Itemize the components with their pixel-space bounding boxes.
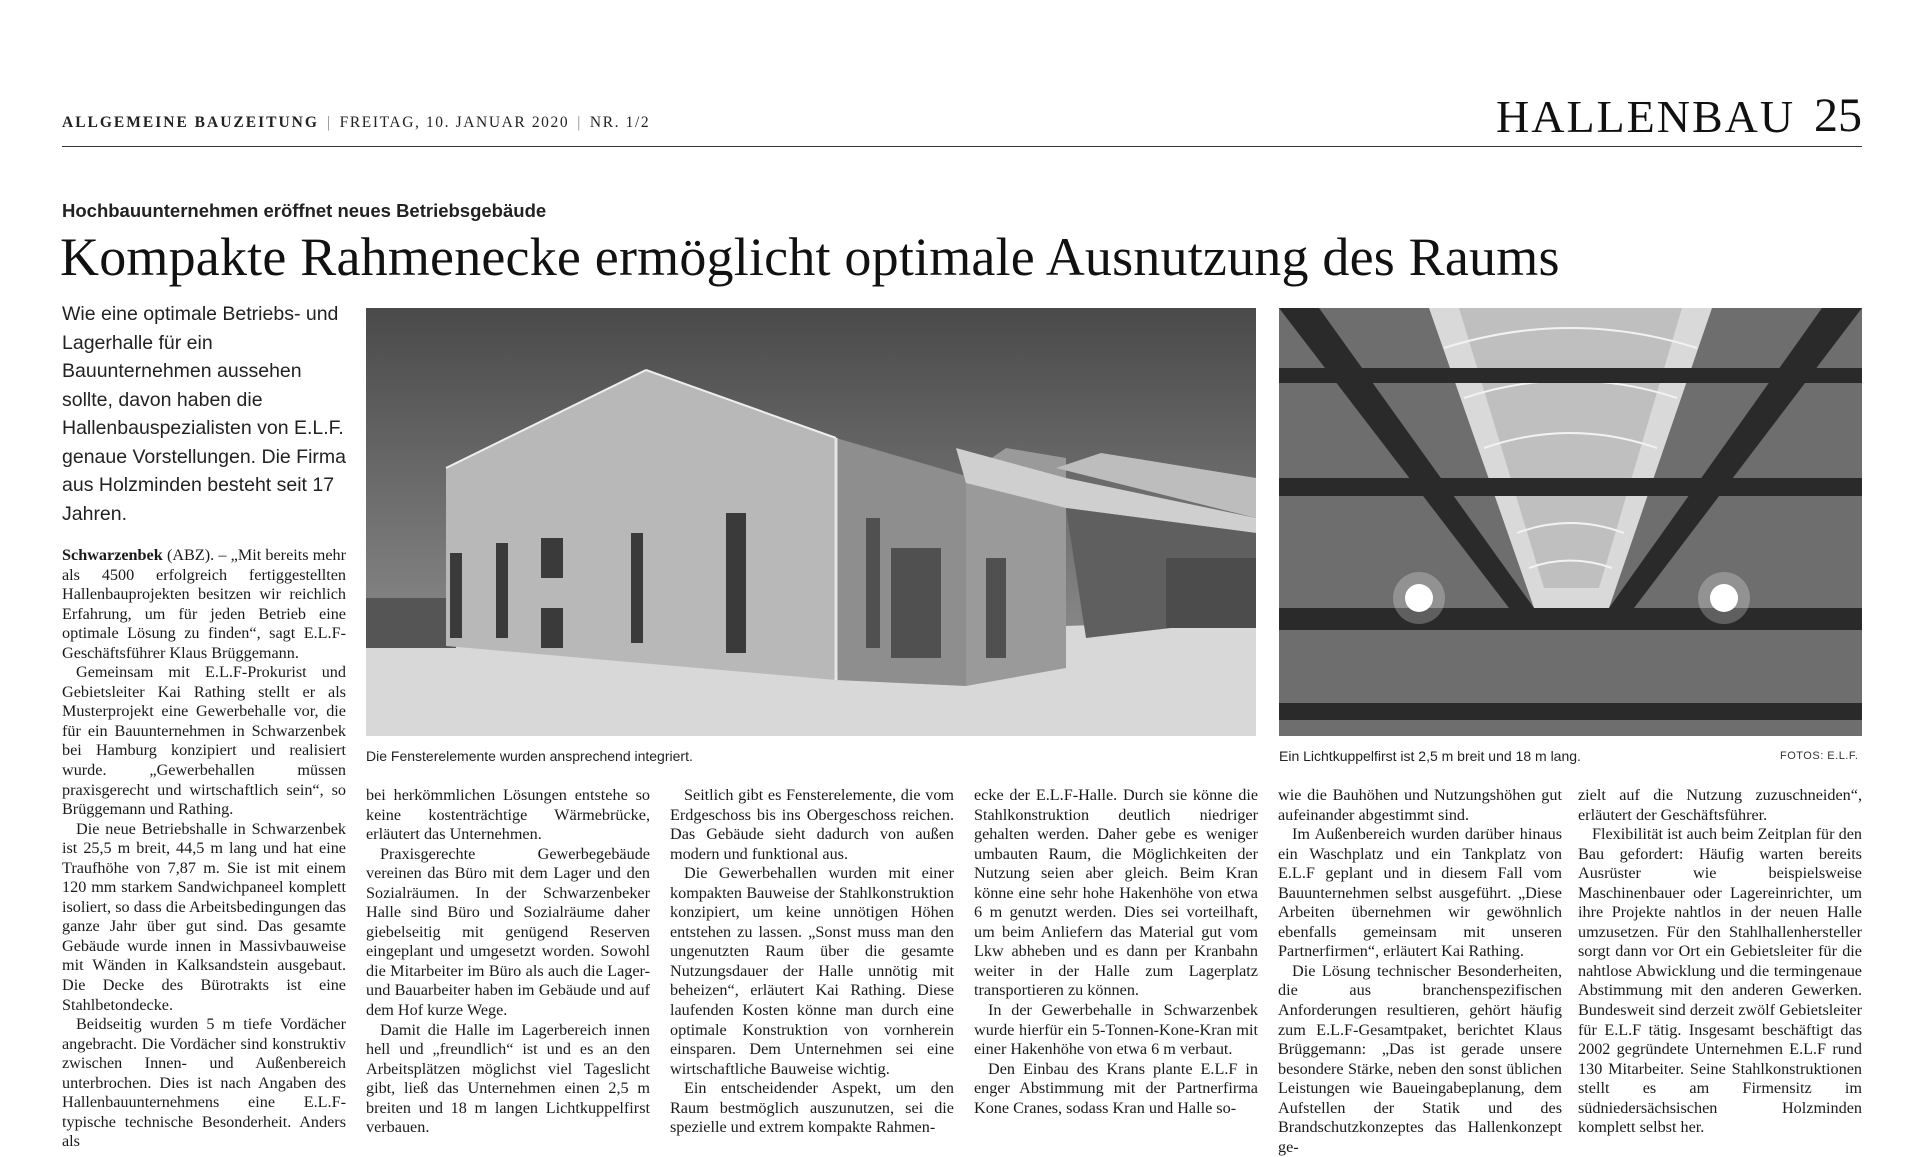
photo-caption: Die Fensterelemente wurden ansprechend integriert. [366,748,693,764]
paragraph: Beidseitig wurden 5 m tiefe Vordächer angebracht. Die Vordächer sind konstruktiv zwischen Innen- und Außenbereich unterbrochen. Dies ist nach Angaben des Hallenbauunternehmens eine E.L.F-typische technische Besonderheit. Anders als [62,1015,346,1151]
paragraph-text: (ABZ). – „Mit bereits mehr als 4500 erfolgreich fertiggestellten Hallenbauprojekten besitzen wir reichlich Erfahrung, um für jeden Betrieb eine optimale Lösung zu finden“, sagt E.L.F-Geschäftsführer Klaus Brüggemann. [62,546,347,662]
page-number: 25 [1814,89,1862,142]
paragraph: In der Gewerbehalle in Schwarzenbek wurde hierfür ein 5-Tonnen-Kone-Kran mit einer Hakenhöhe von etwa 6 m verbaut. [974,1001,1258,1059]
masthead-separator: | [326,114,332,131]
paragraph: bei herkömmlichen Lösungen entstehe so keine kostenträchtige Wärmebrücke, erläutert das Unternehmen. [366,786,650,844]
paragraph: Im Außenbereich wurden darüber hinaus ein Waschplatz und ein Tankplatz von E.L.F geplant und in diesem Fall vom Bauunternehmen selbst ausgeführt. „Diese Arbeiten übernehmen wir gewöhnlich ebenfalls gemeinsam mit unseren Partnerfirmen“, erläutert Kai Rathing. [1278,825,1562,961]
article-column-5 [1278,786,1562,1156]
paragraph: Ein entscheidender Aspekt, um den Raum bestmöglich auszunutzen, sei die spezielle und extrem kompakte Rahmen- [670,1079,954,1137]
dateline: Schwarzenbek [62,546,163,564]
article-teaser: Wie eine optimale Betriebs- und Lagerhalle für ein Bauunternehmen aussehen sollte, davon haben die Hallenbauspezialisten von E.L.F. genaue Vorstellungen. Die Firma aus Holzminden besteht seit 17 Jahren. [62,303,346,525]
paragraph: Flexibilität ist auch beim Zeitplan für den Bau gefordert: Häufig warten bereits Ausrüster wie beispielsweise Maschinenbauer oder Lagereinrichter, um ihre Projekte nahtlos in der neuen Halle umzusetzen. Für den Stahlhallenhersteller sorgt dann vor Ort ein Gebietsleiter für die nahtlose Abwicklung und die termingenaue Abstimmung mit den anderen Gewerken. Bundesweit sind derzeit zwölf Gebietsleiter für E.L.F tätig. Insgesamt beschäftigt das 2002 gegründete Unternehmen E.L.F rund 130 Mitarbeiter. Seine Stahlkonstruktionen stellt es am Firmensitz im südniedersächsischen Holzminden komplett selbst her. [1578,825,1862,1137]
paragraph: wie die Bauhöhen und Nutzungshöhen gut aufeinander abgestimmt sind. [1278,786,1562,824]
header-rule [62,146,1862,147]
paragraph: zielt auf die Nutzung zuzuschneiden“, erläutert der Geschäftsführer. [1578,786,1862,824]
masthead-separator: | [577,114,582,131]
photo-credit: FOTOS: E.L.F. [1780,750,1859,762]
photo-hall-exterior [366,308,1256,736]
masthead [62,114,650,132]
article-column-3 [670,786,954,1136]
paragraph: Die Lösung technischer Besonderheiten, die aus branchenspezifischen Anforderungen resultieren, gehört häufig zum E.L.F-Gesamtpaket, berichtet Klaus Brüggemann: „Das ist gerade unsere besondere Stärke, neben den sonst üblichen Leistungen wie Baueingabeplanung, dem Aufstellen der Statik und des Brandschutzkonzeptes das Hallenkonzept ge- [1278,961,1562,1156]
paragraph: Den Einbau des Krans plante E.L.F in enger Abstimmung mit der Partnerfirma Kone Cranes, sodass Kran und Halle so- [974,1059,1258,1117]
paragraph: Damit die Halle im Lagerbereich innen hell und „freundlich“ ist und es an den Arbeitsplätzen möglichst viel Tageslicht gibt, ließ das Unternehmen einen 2,5 m breiten und 18 m langen Lichtkuppelfirst verbauen. [366,1020,650,1137]
issue-date: FREITAG, 10. JANUAR 2020 [339,114,570,131]
article-headline: Kompakte Rahmenecke ermöglicht optimale Ausnutzung des Raums [60,227,1560,287]
photo-caption: Ein Lichtkuppelfirst ist 2,5 m breit und 18 m lang. [1279,748,1581,764]
article-kicker: Hochbauunternehmen eröffnet neues Betriebsgebäude [62,200,547,221]
paragraph: Gemeinsam mit E.L.F-Prokurist und Gebietsleiter Kai Rathing stellt er als Musterprojekt eine Gewerbehalle vor, die für ein Bauunternehmen in Schwarzenbek bei Hamburg konzipiert und realisiert wurde. „Gewerbehallen müssen praxisgerecht und wirtschaftlich sein“, so Brüggemann und Rathing. [62,663,346,819]
paragraph: Seitlich gibt es Fensterelemente, die vom Erdgeschoss bis ins Obergeschoss reichen. Das Gebäude sieht dadurch von außen modern und funktional aus. [670,786,954,863]
section-title: HALLENBAU [1496,91,1796,142]
paragraph: Die neue Betriebshalle in Schwarzenbek ist 25,5 m breit, 44,5 m lang und hat eine Traufhöhe von 7,87 m. Sie ist mit einem 120 mm starkem Sandwichpaneel komplett isoliert, so dass die Arbeitsbedingungen das ganze Jahr über gut sind. Das gesamte Gebäude wurde innen in Massivbauweise mit Wänden in Kalksandstein ausgebaut. Die Decke des Bürotrakts ist eine Stahlbetondecke. [62,819,346,1014]
paragraph: ecke der E.L.F-Halle. Durch sie könne die Stahlkonstruktion deutlich niedriger gehalten werden. Daher gebe es weniger umbauten Raum, die Möglichkeiten der Nutzung seien aber gleich. Beim Kran könne eine sehr hohe Hakenhöhe von etwa 6 m genutzt werden. Dies sei vorteilhaft, um beim Anliefern das Material gut vom Lkw abheben und es dann per Kranbahn weiter in der Halle zum Lagerplatz transportieren zu können. [974,786,1258,1000]
newspaper-name: ALLGEMEINE BAUZEITUNG [62,114,319,131]
photo-hall-interior [1279,308,1862,736]
paragraph [62,546,346,663]
article-column-6 [1578,786,1862,1136]
article-column-4 [974,786,1258,1136]
article-column-2 [366,786,650,1136]
paragraph: Praxisgerechte Gewerbegebäude vereinen das Büro mit dem Lager und den Sozialräumen. In der Schwarzenbeker Halle sind Büro und Sozialräume daher giebelseitig mit genügend Reserven eingeplant und umgesetzt worden. Sowohl die Mitarbeiter im Büro als auch die Lager- und Bauarbeiter haben im Gebäude und auf dem Hof kurze Wege. [366,844,650,1020]
paragraph: Die Gewerbehallen wurden mit einer kompakten Bauweise der Stahlkonstruktion konzipiert, um keine unnötigen Höhen entstehen zu lassen. „Sonst muss man den ungenutzten Raum über die gesamte Nutzungsdauer der Halle unnötig mit beheizen“, erläutert Kai Rathing. Diese laufenden Kosten könne man durch eine optimale Konstruktion von vornherein einsparen. Dem Unternehmen sei eine wirtschaftliche Bauweise wichtig. [670,864,954,1078]
article-column-1 [62,546,347,1151]
issue-number: NR. 1/2 [589,114,651,131]
